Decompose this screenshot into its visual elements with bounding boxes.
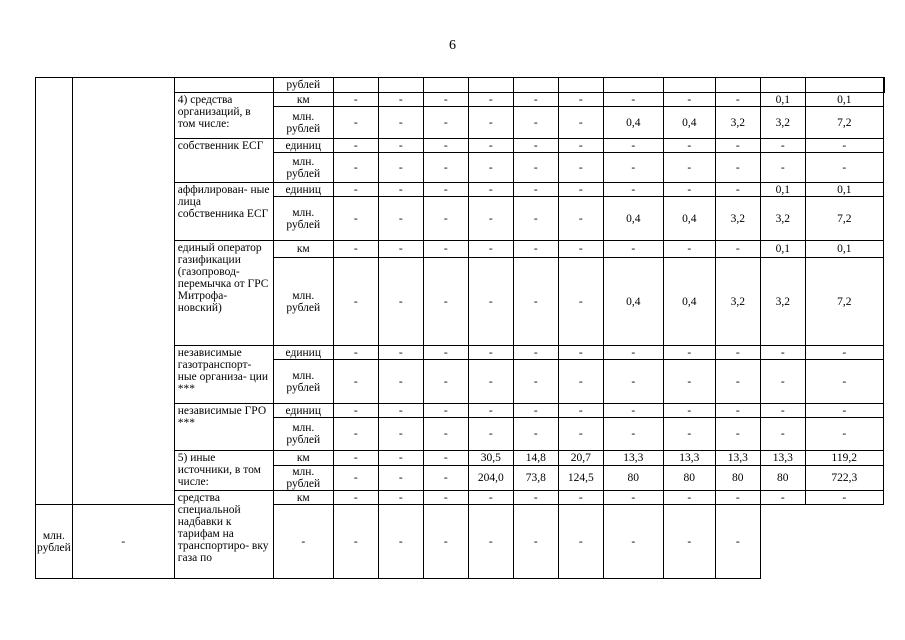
- value-cell: 0,4: [663, 258, 715, 346]
- value-cell: -: [333, 404, 378, 418]
- value-cell: -: [468, 107, 513, 139]
- value-cell: -: [805, 346, 883, 360]
- value-cell: -: [378, 241, 423, 258]
- value-cell: -: [378, 466, 423, 491]
- value-cell: -: [513, 183, 558, 197]
- value-cell: -: [715, 418, 760, 451]
- value-cell: -: [760, 360, 805, 404]
- value-cell: -: [378, 505, 423, 579]
- value-cell: 3,2: [715, 197, 760, 241]
- value-cell: -: [378, 183, 423, 197]
- name-cell: [72, 78, 174, 505]
- value-cell: -: [715, 183, 760, 197]
- value-cell: -: [805, 360, 883, 404]
- value-cell: -: [513, 418, 558, 451]
- value-cell: -: [760, 153, 805, 183]
- value-cell: -: [760, 346, 805, 360]
- value-cell: -: [715, 153, 760, 183]
- unit-cell: млн. рублей: [273, 360, 333, 404]
- value-cell: -: [333, 197, 378, 241]
- value-cell: 0,1: [760, 241, 805, 258]
- value-cell: -: [378, 258, 423, 346]
- value-cell: -: [513, 197, 558, 241]
- value-cell: 80: [603, 466, 663, 491]
- value-cell: -: [603, 183, 663, 197]
- value-cell: 20,7: [558, 451, 603, 466]
- value-cell: -: [468, 404, 513, 418]
- unit-cell: млн. рублей: [36, 505, 73, 579]
- value-cell: -: [423, 451, 468, 466]
- value-cell: -: [378, 153, 423, 183]
- value-cell: -: [468, 491, 513, 505]
- value-cell: -: [423, 183, 468, 197]
- value-cell: -: [378, 418, 423, 451]
- value-cell: -: [513, 139, 558, 153]
- value-cell: -: [333, 466, 378, 491]
- value-cell: -: [663, 241, 715, 258]
- value-cell: 80: [663, 466, 715, 491]
- value-cell: -: [513, 93, 558, 107]
- value-cell: -: [558, 491, 603, 505]
- value-cell: -: [423, 418, 468, 451]
- value-cell: -: [468, 183, 513, 197]
- value-cell: -: [805, 404, 883, 418]
- value-cell: -: [333, 505, 378, 579]
- value-cell: [378, 78, 423, 93]
- value-cell: -: [378, 139, 423, 153]
- value-cell: 7,2: [805, 197, 883, 241]
- table-body: [36, 78, 885, 579]
- unit-cell: млн. рублей: [273, 197, 333, 241]
- value-cell: -: [333, 258, 378, 346]
- value-cell: 3,2: [715, 107, 760, 139]
- value-cell: -: [558, 197, 603, 241]
- value-cell: -: [663, 505, 715, 579]
- value-cell: 119,2: [805, 451, 883, 466]
- value-cell: -: [423, 107, 468, 139]
- value-cell: -: [333, 346, 378, 360]
- value-cell: [468, 78, 513, 93]
- value-cell: -: [715, 360, 760, 404]
- data-table: [35, 77, 885, 579]
- value-cell: -: [558, 418, 603, 451]
- value-cell: -: [603, 404, 663, 418]
- value-cell: -: [663, 93, 715, 107]
- value-cell: -: [663, 183, 715, 197]
- value-cell: -: [378, 360, 423, 404]
- value-cell: -: [423, 93, 468, 107]
- value-cell: -: [333, 451, 378, 466]
- value-cell: -: [558, 505, 603, 579]
- value-cell: -: [468, 197, 513, 241]
- value-cell: -: [333, 153, 378, 183]
- value-cell: -: [715, 93, 760, 107]
- value-cell: 3,2: [760, 107, 805, 139]
- value-cell: [663, 78, 715, 93]
- index-cell: [36, 78, 73, 505]
- value-cell: 0,4: [663, 107, 715, 139]
- value-cell: 0,1: [805, 93, 883, 107]
- value-cell: -: [805, 153, 883, 183]
- value-cell: -: [663, 139, 715, 153]
- value-cell: [423, 78, 468, 93]
- value-cell: -: [715, 505, 760, 579]
- value-cell: -: [468, 346, 513, 360]
- value-cell: -: [423, 505, 468, 579]
- value-cell: -: [468, 139, 513, 153]
- unit-cell: единиц: [273, 183, 333, 197]
- source-label: независимые ГРО ***: [174, 404, 273, 451]
- value-cell: -: [468, 360, 513, 404]
- unit-cell: км: [273, 93, 333, 107]
- value-cell: -: [760, 491, 805, 505]
- value-cell: -: [513, 491, 558, 505]
- value-cell: 3,2: [760, 197, 805, 241]
- value-cell: -: [558, 360, 603, 404]
- value-cell: 14,8: [513, 451, 558, 466]
- value-cell: -: [333, 183, 378, 197]
- value-cell: -: [715, 491, 760, 505]
- value-cell: -: [663, 404, 715, 418]
- value-cell: -: [805, 418, 883, 451]
- value-cell: 13,3: [715, 451, 760, 466]
- value-cell: [513, 78, 558, 93]
- value-cell: -: [468, 505, 513, 579]
- value-cell: -: [715, 404, 760, 418]
- value-cell: -: [603, 241, 663, 258]
- value-cell: -: [760, 418, 805, 451]
- value-cell: -: [663, 153, 715, 183]
- value-cell: -: [558, 107, 603, 139]
- value-cell: -: [603, 93, 663, 107]
- value-cell: -: [715, 139, 760, 153]
- value-cell: -: [423, 153, 468, 183]
- value-cell: -: [760, 404, 805, 418]
- value-cell: -: [423, 491, 468, 505]
- unit-cell: рублей: [273, 78, 333, 93]
- value-cell: -: [558, 153, 603, 183]
- value-cell: -: [468, 418, 513, 451]
- source-label: независимые газотранспорт- ные организа- ции ***: [174, 346, 273, 404]
- value-cell: 722,3: [805, 466, 883, 491]
- value-cell: -: [805, 139, 883, 153]
- value-cell: 0,1: [760, 183, 805, 197]
- unit-cell: млн. рублей: [273, 153, 333, 183]
- table-row: [36, 78, 885, 93]
- value-cell: [883, 78, 884, 93]
- value-cell: 80: [760, 466, 805, 491]
- value-cell: 124,5: [558, 466, 603, 491]
- value-cell: -: [558, 139, 603, 153]
- value-cell: 3,2: [760, 258, 805, 346]
- value-cell: -: [423, 404, 468, 418]
- value-cell: 13,3: [663, 451, 715, 466]
- value-cell: -: [333, 241, 378, 258]
- value-cell: -: [663, 360, 715, 404]
- value-cell: -: [378, 107, 423, 139]
- value-cell: -: [423, 346, 468, 360]
- value-cell: -: [378, 404, 423, 418]
- value-cell: -: [333, 360, 378, 404]
- source-label: аффилирован- ные лица собственника ЕСГ: [174, 183, 273, 241]
- unit-cell: млн. рублей: [273, 466, 333, 491]
- source-label: [174, 78, 273, 93]
- value-cell: [805, 78, 883, 93]
- value-cell: -: [423, 258, 468, 346]
- table-row: [36, 505, 885, 579]
- value-cell: -: [333, 139, 378, 153]
- value-cell: -: [513, 153, 558, 183]
- value-cell: -: [805, 491, 883, 505]
- value-cell: -: [513, 505, 558, 579]
- value-cell: -: [603, 139, 663, 153]
- value-cell: 0,1: [805, 241, 883, 258]
- value-cell: 204,0: [468, 466, 513, 491]
- value-cell: -: [760, 139, 805, 153]
- value-cell: -: [513, 346, 558, 360]
- value-cell: 7,2: [805, 258, 883, 346]
- value-cell: 13,3: [760, 451, 805, 466]
- value-cell: -: [378, 451, 423, 466]
- value-cell: -: [378, 197, 423, 241]
- value-cell: -: [558, 258, 603, 346]
- value-cell: -: [513, 241, 558, 258]
- value-cell: -: [378, 491, 423, 505]
- value-cell: -: [423, 139, 468, 153]
- value-cell: 0,1: [760, 93, 805, 107]
- source-label: средства специальной надбавки к тарифам на транспортиро- вку газа по: [174, 491, 273, 579]
- value-cell: -: [558, 93, 603, 107]
- value-cell: -: [603, 491, 663, 505]
- source-label: 5) иные источники, в том числе:: [174, 451, 273, 491]
- value-cell: -: [423, 360, 468, 404]
- unit-cell: км: [273, 451, 333, 466]
- value-cell: -: [333, 491, 378, 505]
- value-cell: -: [558, 346, 603, 360]
- unit-cell: км: [273, 491, 333, 505]
- value-cell: -: [378, 93, 423, 107]
- value-cell: -: [513, 107, 558, 139]
- value-cell: 80: [715, 466, 760, 491]
- unit-cell: млн. рублей: [273, 107, 333, 139]
- source-label: собственник ЕСГ: [174, 139, 273, 183]
- value-cell: 13,3: [603, 451, 663, 466]
- unit-cell: млн. рублей: [273, 258, 333, 346]
- unit-cell: единиц: [273, 404, 333, 418]
- value-cell: -: [468, 93, 513, 107]
- value-cell: -: [603, 360, 663, 404]
- value-cell: -: [663, 491, 715, 505]
- value-cell: -: [423, 241, 468, 258]
- value-cell: 0,4: [663, 197, 715, 241]
- value-cell: -: [333, 107, 378, 139]
- value-cell: -: [603, 505, 663, 579]
- value-cell: -: [423, 466, 468, 491]
- value-cell: -: [513, 360, 558, 404]
- value-cell: -: [558, 183, 603, 197]
- value-cell: -: [333, 418, 378, 451]
- value-cell: -: [603, 418, 663, 451]
- value-cell: -: [333, 93, 378, 107]
- source-label: 4) средства организаций, в том числе:: [174, 93, 273, 139]
- value-cell: -: [468, 258, 513, 346]
- value-cell: [715, 78, 760, 93]
- value-cell: [558, 78, 603, 93]
- unit-cell: единиц: [273, 139, 333, 153]
- value-cell: -: [663, 346, 715, 360]
- value-cell: 30,5: [468, 451, 513, 466]
- value-cell: -: [273, 505, 333, 579]
- source-label: единый оператор газификации (газопровод- перемычка от ГРС Митрофа- новский): [174, 241, 273, 346]
- value-cell: [333, 78, 378, 93]
- value-cell: 0,4: [603, 197, 663, 241]
- value-cell: -: [603, 153, 663, 183]
- unit-cell: млн. рублей: [273, 418, 333, 451]
- value-cell: -: [558, 241, 603, 258]
- page-number: 6: [449, 38, 456, 53]
- value-cell: -: [663, 418, 715, 451]
- value-cell: 0,4: [603, 258, 663, 346]
- value-cell: -: [513, 258, 558, 346]
- value-cell: -: [603, 346, 663, 360]
- value-cell: -: [72, 505, 174, 579]
- value-cell: -: [715, 346, 760, 360]
- unit-cell: км: [273, 241, 333, 258]
- value-cell: -: [468, 241, 513, 258]
- value-cell: 3,2: [715, 258, 760, 346]
- value-cell: -: [715, 241, 760, 258]
- value-cell: [603, 78, 663, 93]
- value-cell: 0,1: [805, 183, 883, 197]
- value-cell: -: [558, 404, 603, 418]
- value-cell: 7,2: [805, 107, 883, 139]
- value-cell: -: [423, 197, 468, 241]
- value-cell: [760, 78, 805, 93]
- value-cell: 73,8: [513, 466, 558, 491]
- value-cell: 0,4: [603, 107, 663, 139]
- value-cell: -: [468, 153, 513, 183]
- unit-cell: единиц: [273, 346, 333, 360]
- value-cell: -: [513, 404, 558, 418]
- value-cell: -: [378, 346, 423, 360]
